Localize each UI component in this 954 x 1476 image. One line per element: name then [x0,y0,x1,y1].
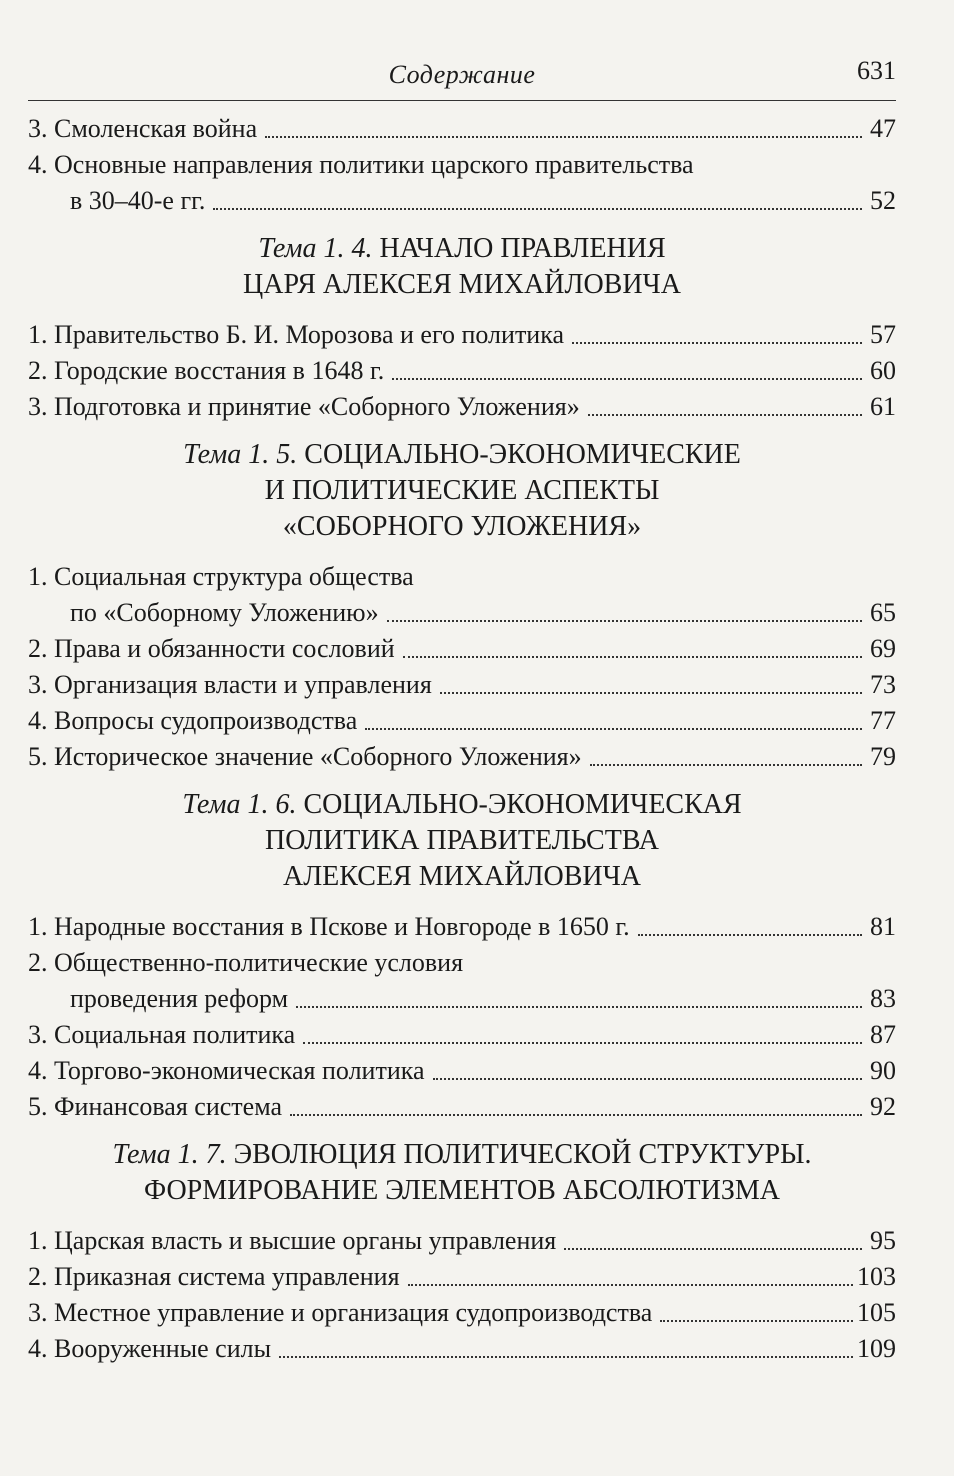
toc-entry-text: 4. Вооруженные силы [28,1334,272,1363]
dot-leader [660,1320,853,1322]
section-heading-line [28,437,896,473]
section-heading-line [28,267,896,303]
toc-entry-text: 1. Народные восстания в Пскове и Новгороде в 1650 г. [28,912,630,941]
toc-section [28,1137,896,1367]
toc-entry[interactable] [28,631,896,667]
toc-entry-text: 1. Социальная структура общества [28,562,414,591]
section-heading [28,787,896,895]
toc-entry-text: 3. Социальная политика [28,1020,296,1049]
running-header [28,50,896,101]
toc-page-number: 65 [870,598,896,627]
dot-leader [638,934,862,936]
page-number: 631 [857,56,896,85]
toc-entry[interactable] [28,183,896,219]
dot-leader [588,414,862,416]
toc-page-number: 69 [870,634,896,663]
toc-page-number: 61 [870,392,896,421]
toc-entry[interactable] [28,353,896,389]
toc-entry-text: 3. Смоленская война [28,114,258,143]
toc-page-number: 92 [870,1092,896,1121]
section-title: СОЦИАЛЬНО-ЭКОНОМИЧЕСКАЯ [303,789,742,820]
toc-entry-text: проведения реформ [70,984,289,1013]
toc-section [28,437,896,775]
running-title: Содержание [388,60,536,89]
section-title: ЦАРЯ АЛЕКСЕЯ МИХАЙЛОВИЧА [243,269,681,300]
toc-entry-text: 3. Местное управление и организация судопроизводства [28,1298,653,1327]
toc-page-number: 105 [857,1298,896,1327]
toc-entry-text: 1. Правительство Б. И. Морозова и его политика [28,320,564,349]
toc-page-number: 79 [870,742,896,771]
section-title: «СОБОРНОГО УЛОЖЕНИЯ» [282,511,642,542]
section-heading-line [28,473,896,509]
section-heading [28,231,896,303]
toc-entry-text: 2. Городские восстания в 1648 г. [28,356,385,385]
section-heading-line [28,1137,896,1173]
toc-entry-text: 1. Царская власть и высшие органы управления [28,1226,557,1255]
toc-page-number: 83 [870,984,896,1013]
section-heading-line [28,231,896,267]
toc-entry-text: 3. Подготовка и принятие «Соборного Уложения» [28,392,580,421]
toc-entry-text: 4. Основные направления политики царского правительства [28,150,694,179]
toc-entry-text: 2. Права и обязанности сословий [28,634,395,663]
toc-page-number: 87 [870,1020,896,1049]
toc-page-number: 73 [870,670,896,699]
toc-entry[interactable] [28,981,896,1017]
section-heading-line [28,787,896,823]
dot-leader [290,1114,862,1116]
toc-entry-text: 4. Вопросы судопроизводства [28,706,358,735]
section-heading-line [28,509,896,545]
dot-leader [296,1006,862,1008]
dot-leader [279,1356,853,1358]
dot-leader [572,342,862,344]
toc-entry[interactable] [28,1017,896,1053]
section-heading [28,437,896,545]
dot-leader [213,208,862,210]
dot-leader [303,1042,862,1044]
section-title: ПОЛИТИКА ПРАВИТЕЛЬСТВА [265,825,659,856]
toc-entry-text: 4. Торгово-экономическая политика [28,1056,425,1085]
toc-section [28,787,896,1125]
section-label: Тема 1. 7. [112,1139,227,1170]
dot-leader [440,692,862,694]
toc-entry-text: 2. Общественно-политические условия [28,948,464,977]
section-heading-line [28,823,896,859]
toc-entry[interactable] [28,595,896,631]
section-label: Тема 1. 4. [258,233,373,264]
table-of-contents [28,111,896,1367]
section-label: Тема 1. 6. [182,789,297,820]
toc-entry[interactable] [28,317,896,353]
toc-section-top [28,111,896,219]
dot-leader [433,1078,862,1080]
toc-entry[interactable] [28,703,896,739]
section-heading-line [28,1173,896,1209]
toc-entry[interactable] [28,389,896,425]
toc-entry[interactable] [28,1089,896,1125]
toc-entry-text: 2. Приказная система управления [28,1262,400,1291]
toc-page-number: 95 [870,1226,896,1255]
toc-entry-text: 5. Финансовая система [28,1092,283,1121]
toc-entry[interactable] [28,1259,896,1295]
section-title: АЛЕКСЕЯ МИХАЙЛОВИЧА [282,861,642,892]
section-title: ЭВОЛЮЦИЯ ПОЛИТИЧЕСКОЙ СТРУКТУРЫ. [233,1139,812,1170]
toc-entry-text: по «Соборному Уложению» [70,598,379,627]
dot-leader [590,764,862,766]
dot-leader [265,136,862,138]
toc-page-number: 81 [870,912,896,941]
dot-leader [392,378,862,380]
toc-entry[interactable] [28,739,896,775]
dot-leader [387,620,862,622]
section-heading [28,1137,896,1209]
section-title: ФОРМИРОВАНИЕ ЭЛЕМЕНТОВ АБСОЛЮТИЗМА [143,1175,780,1206]
toc-entry[interactable] [28,111,896,147]
toc-entry[interactable] [28,1053,896,1089]
toc-page-number: 90 [870,1056,896,1085]
toc-entry[interactable] [28,909,896,945]
toc-entry[interactable] [28,667,896,703]
toc-page-number: 60 [870,356,896,385]
section-title: СОЦИАЛЬНО-ЭКОНОМИЧЕСКИЕ [304,439,741,470]
toc-entry-text: в 30–40-е гг. [70,186,206,215]
toc-entry[interactable] [28,1331,896,1367]
toc-page-number: 103 [857,1262,896,1291]
dot-leader [365,728,862,730]
toc-page-number: 109 [857,1334,896,1363]
toc-page-number: 52 [870,186,896,215]
toc-page-number: 47 [870,114,896,143]
toc-section [28,231,896,425]
toc-entry[interactable] [28,1223,896,1259]
section-title: НАЧАЛО ПРАВЛЕНИЯ [379,233,666,264]
toc-entry-text: 3. Организация власти и управления [28,670,432,699]
toc-entry-text: 5. Историческое значение «Соборного Уложения» [28,742,582,771]
toc-page-number: 57 [870,320,896,349]
section-heading-line [28,859,896,895]
section-label: Тема 1. 5. [183,439,298,470]
dot-leader [408,1284,853,1286]
toc-page-number: 77 [870,706,896,735]
toc-entry[interactable] [28,1295,896,1331]
dot-leader [564,1248,862,1250]
dot-leader [403,656,862,658]
section-title: И ПОЛИТИЧЕСКИЕ АСПЕКТЫ [264,475,660,506]
